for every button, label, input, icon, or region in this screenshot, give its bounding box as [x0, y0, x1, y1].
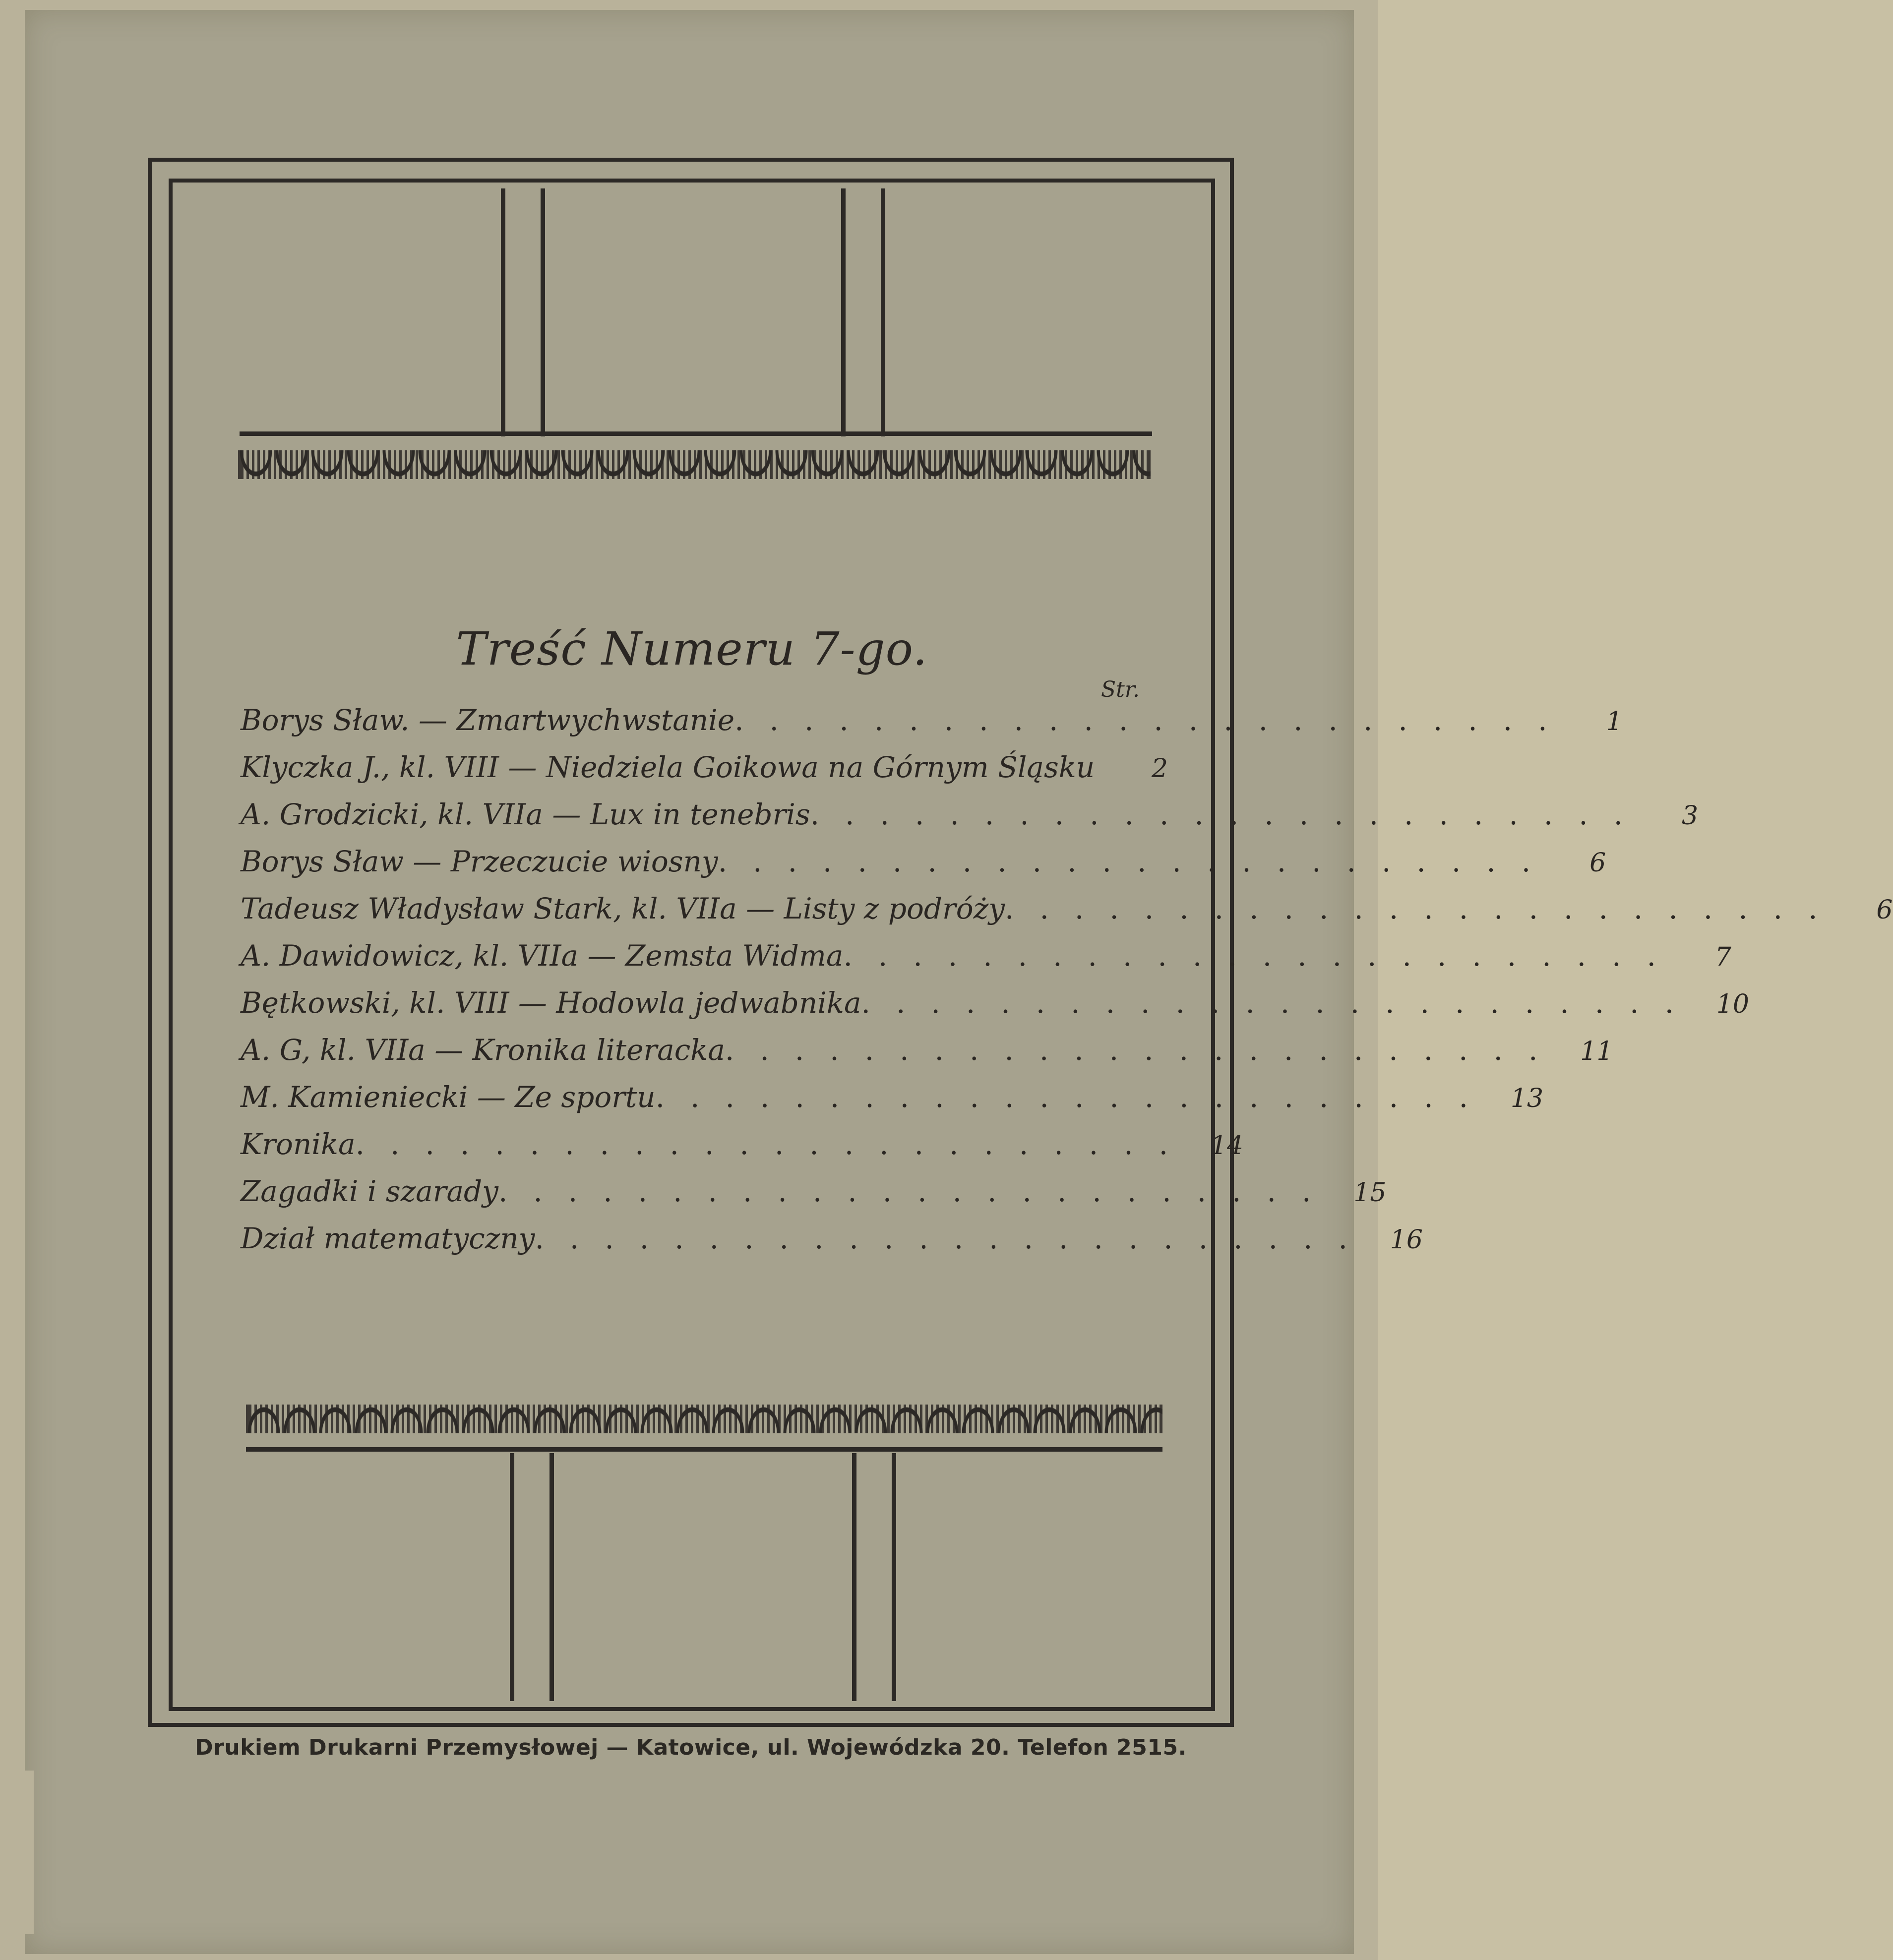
toc-entry	[241, 1127, 1244, 1174]
toc-entry-page: 7	[1714, 942, 1731, 972]
leader-dots: ........................	[810, 797, 1649, 831]
document-title: Treść Numeru 7-go.	[456, 622, 928, 675]
bottom-post-left-b	[550, 1453, 554, 1701]
toc-entry	[241, 703, 1623, 750]
toc-entry-page: 16	[1390, 1225, 1423, 1255]
toc-entry-title: A. Dawidowicz, kl. VIIa — Zemsta Widma	[241, 939, 844, 973]
toc-entry	[241, 750, 1168, 797]
leader-dots: ........................	[718, 845, 1557, 878]
leader-dots: ........................	[861, 986, 1700, 1020]
toc-entry-title: Bętkowski, kl. VIII — Hodowla jedwabnika	[241, 986, 861, 1020]
page-column-header: Str.	[1101, 677, 1140, 702]
leader-dots: ........................	[725, 1033, 1564, 1067]
toc-entry-title: Borys Sław — Przeczucie wiosny	[241, 845, 718, 878]
bottom-post-right-a	[852, 1453, 856, 1701]
toc-entry-title: Dział matematyczny	[241, 1222, 535, 1255]
bottom-post-left-a	[510, 1453, 514, 1701]
toc-entry-page: 1	[1606, 707, 1623, 736]
top-post-left-a	[501, 188, 505, 436]
top-fringe-scallops	[238, 450, 1151, 479]
leader-dots: ........................	[734, 703, 1573, 737]
top-post-right-b	[881, 188, 885, 436]
toc-entry	[241, 939, 1731, 986]
toc-entry-page: 15	[1353, 1178, 1387, 1208]
toc-entry	[241, 1174, 1387, 1222]
toc-entry	[241, 1033, 1613, 1080]
toc-entry-title: Zagadki i szarady	[241, 1174, 498, 1208]
toc-entry-page: 3	[1681, 801, 1699, 831]
top-post-right-a	[841, 188, 846, 436]
toc-entry	[241, 986, 1750, 1033]
bottom-curtain-rail	[246, 1447, 1162, 1452]
toc-entry-page: 2	[1151, 754, 1168, 784]
bottom-fringe-scallops	[246, 1405, 1162, 1433]
toc-entry-title: Klyczka J., kl. VIII — Niedziela Goikowa na Górnym Śląsku	[241, 750, 1095, 784]
bottom-post-right-b	[892, 1453, 896, 1701]
leader-dots: ........................	[535, 1222, 1373, 1255]
toc-entry-page: 6	[1876, 895, 1893, 925]
toc-entry-title: A. G, kl. VIIa — Kronika literacka	[241, 1033, 725, 1067]
toc-entry-title: M. Kamieniecki — Ze sportu	[241, 1080, 656, 1114]
toc-entry-title: Borys Sław. — Zmartwychwstanie	[241, 703, 735, 737]
torn-edge	[25, 1771, 34, 1934]
toc-entry-page: 13	[1510, 1084, 1544, 1113]
leader-dots: ........................	[843, 939, 1682, 973]
table-of-contents	[241, 703, 1893, 1269]
top-curtain-rail	[240, 431, 1152, 436]
leader-dots: ........................	[655, 1080, 1494, 1114]
toc-entry	[241, 1080, 1544, 1127]
leader-dots: ........................	[355, 1127, 1194, 1161]
toc-entry-page: 10	[1716, 989, 1750, 1019]
leader-dots: ........................	[498, 1174, 1337, 1208]
toc-entry-page: 14	[1210, 1131, 1244, 1161]
toc-entry	[241, 1222, 1423, 1269]
leader-dots: ........................	[1005, 892, 1843, 925]
toc-entry	[241, 797, 1699, 845]
top-post-left-b	[541, 188, 545, 436]
toc-entry-title: Tadeusz Władysław Stark, kl. VIIa — Listy z podróży	[241, 892, 1005, 925]
toc-entry	[241, 845, 1606, 892]
printer-imprint: Drukiem Drukarni Przemysłowej — Katowice, ul. Wojewódzka 20. Telefon 2515.	[195, 1735, 1187, 1760]
toc-entry-page: 11	[1580, 1037, 1613, 1066]
toc-entry-page: 6	[1589, 848, 1606, 878]
toc-entry-title: Kronika	[241, 1127, 356, 1161]
toc-entry	[241, 892, 1893, 939]
toc-entry-title: A. Grodzicki, kl. VIIa — Lux in tenebris	[241, 797, 810, 831]
